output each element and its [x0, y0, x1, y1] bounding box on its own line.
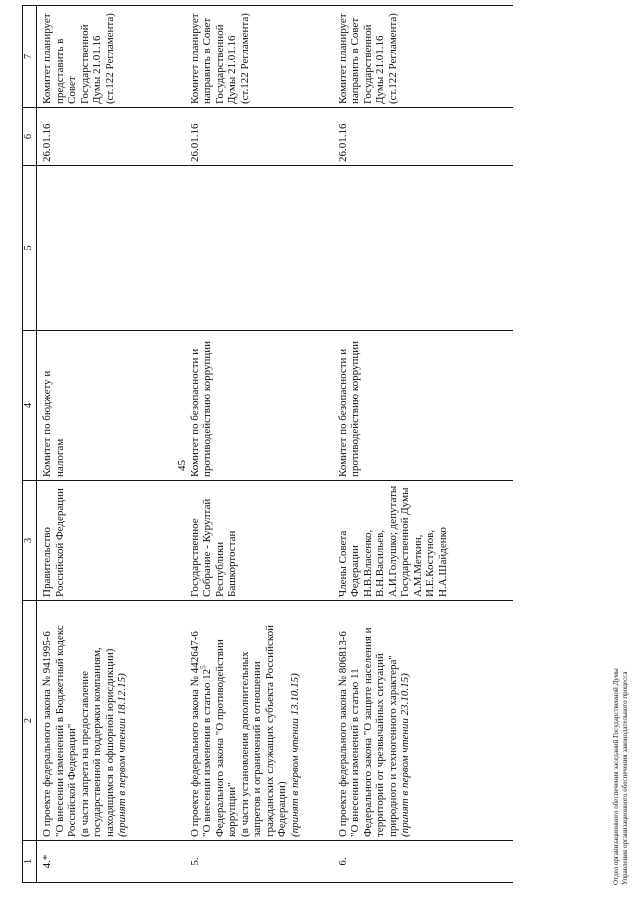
column-header-5: 5	[23, 166, 37, 331]
bill-title-line: государственной поддержки компаниям,	[91, 647, 103, 837]
bill-title-line: Федерального закона "О защите населения и	[361, 627, 374, 837]
agenda-table	[22, 5, 513, 883]
reading-status: (принят в первом чтении 13.10.15)	[288, 673, 301, 837]
footer-line: Управления организационного обеспечения законодательного процесса	[621, 671, 629, 885]
reading-status: (принят в первом чтении 23.10.15)	[399, 673, 411, 837]
table-row	[185, 6, 333, 883]
bill-title-line: запретов и ограничений в отношении	[251, 661, 263, 837]
bill-title-line: "О внесении изменений в Бюджетный кодекс	[53, 625, 66, 837]
reading-status: (принят в первом чтении 18.12.15)	[116, 673, 128, 837]
row-number: 5.	[185, 841, 333, 883]
initiator: Государственное Собрание - Курултай Республики Башкортостан	[185, 481, 333, 601]
table-row	[333, 6, 513, 883]
bill-title-line: природного и техногенного характера"	[386, 655, 399, 837]
bill-title-line: Федерации)	[276, 781, 288, 837]
bill-title-line: Российской Федерации"	[66, 723, 78, 837]
bill-title-line: О проекте федерального закона № 806813-6	[336, 631, 349, 837]
bill-title-line: (в части запрета на предоставление	[78, 670, 91, 837]
bill-title-line: Федерального закона "О противодействии	[213, 639, 226, 837]
column-5-cell	[37, 166, 185, 331]
bill-title-line: О проекте федерального закона № 941995-6	[41, 631, 53, 837]
bill-title	[333, 601, 513, 841]
footer-line: Отдел организационного обеспечения заседаний Государственной Думы	[612, 668, 620, 885]
footer-department	[612, 668, 630, 885]
date: 26.01.16	[37, 108, 185, 166]
decision: Комитет планирует направить в Совет Государственной Думы 21.01.16 (ст.122 Регламента)	[185, 6, 333, 108]
row-number: 4.*	[37, 841, 185, 883]
column-header-3: 3	[23, 481, 37, 601]
row-number: 6.	[333, 841, 513, 883]
decision: Комитет планирует представить в Совет Государственной Думы 21.01.16 (ст.122 Регламента)	[37, 6, 185, 108]
column-header-2: 2	[23, 601, 37, 841]
column-header-6: 6	[23, 108, 37, 166]
initiator: Члены Совета Федерации Н.В.Власенко, В.Н.Васильев, А.И.Голушко; депутаты Государственной Думы А.М.Меткин, И.Е.Костунов, Н.А.Шайденко	[333, 481, 513, 601]
bill-title-line: находящимся в офшорной юрисдикции)	[103, 648, 116, 837]
committee: Комитет по безопасности и противодействию коррупции	[333, 331, 513, 481]
page-number: 45	[176, 460, 188, 471]
bill-title-line: "О внесении изменений в статью 11	[349, 668, 361, 837]
table-row	[37, 6, 185, 883]
article-superscript: 5	[199, 665, 208, 669]
bill-title-line	[201, 604, 214, 837]
bill-title	[37, 601, 185, 841]
date: 26.01.16	[185, 108, 333, 166]
column-5-cell	[333, 166, 513, 331]
committee: Комитет по безопасности и противодействию коррупции	[185, 331, 333, 481]
bill-title-line-text: "О внесении изменения в статью 12	[201, 668, 213, 837]
table-header-row	[23, 6, 37, 883]
column-5-cell	[185, 166, 333, 331]
date: 26.01.16	[333, 108, 513, 166]
committee: Комитет по бюджету и налогам	[37, 331, 185, 481]
decision: Комитет планирует направить в Совет Государственной Думы 21.01.16 (ст.122 Регламента)	[333, 6, 513, 108]
bill-title-line: О проекте федерального закона № 442647-6	[188, 631, 201, 837]
bill-title-line: территорий от чрезвычайных ситуаций	[374, 653, 386, 837]
bill-title-line: (в части установления дополнительных	[238, 651, 251, 837]
column-header-7: 7	[23, 6, 37, 108]
bill-title	[185, 601, 333, 841]
bill-title-line: гражданских служащих субъекта Российской	[263, 624, 276, 837]
column-header-4: 4	[23, 331, 37, 481]
column-header-1: 1	[23, 841, 37, 883]
initiator: Правительство Российской Федерации	[37, 481, 185, 601]
bill-title-line: коррупции"	[226, 782, 238, 837]
